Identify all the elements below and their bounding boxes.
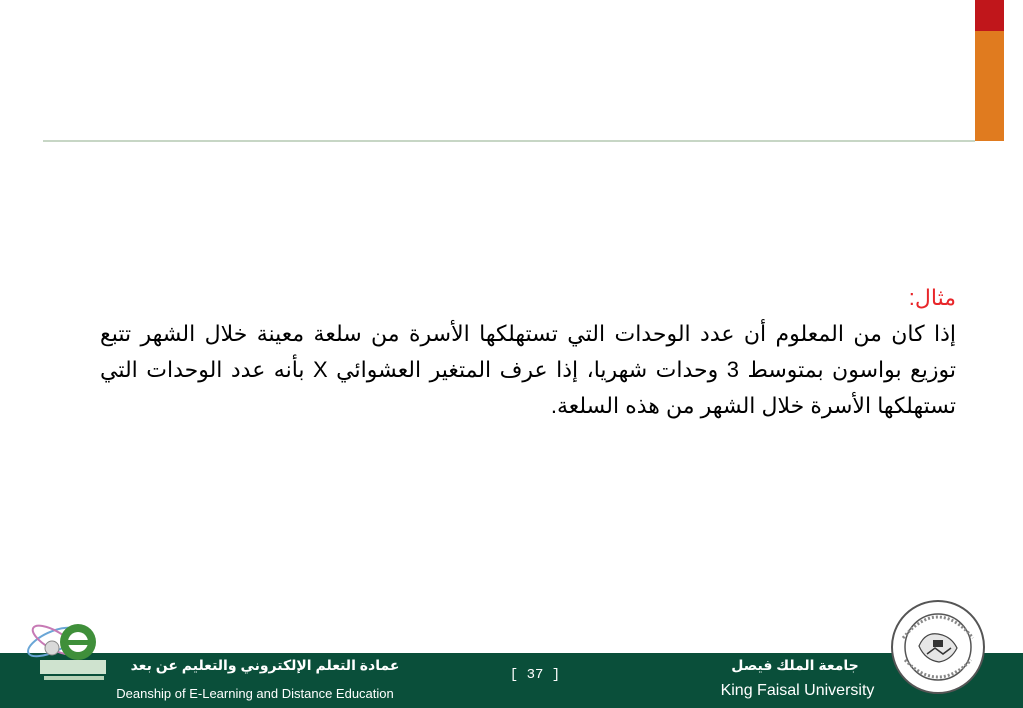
accent-bar-orange xyxy=(975,31,1004,141)
page-number: [ 37 ] xyxy=(509,667,561,683)
university-seal-icon xyxy=(889,598,987,696)
header-divider xyxy=(43,140,975,142)
footer-university-arabic: جامعة الملك فيصل xyxy=(731,657,859,673)
footer-deanship-english: Deanship of E-Learning and Distance Education xyxy=(116,686,394,701)
elearning-logo-icon xyxy=(22,610,107,690)
footer-university-english: King Faisal University xyxy=(720,682,875,699)
slide-body-text: إذا كان من المعلوم أن عدد الوحدات التي تستهلكها الأسرة من سلعة معينة خلال الشهر تتبع توزيع بواسون بمتوسط 3 وحدات شهريا، إذا عرف المتغير العشوائي X بأنه عدد الوحدات التي تستهلكها الأسرة خلال الشهر من هذه السلعة. xyxy=(100,321,957,418)
slide-content xyxy=(100,280,956,424)
slide-heading: مثال: xyxy=(908,285,956,310)
footer-deanship-arabic: عمادة التعلم الإلكتروني والتعليم عن بعد xyxy=(130,657,400,673)
accent-bar-red xyxy=(975,0,1004,31)
